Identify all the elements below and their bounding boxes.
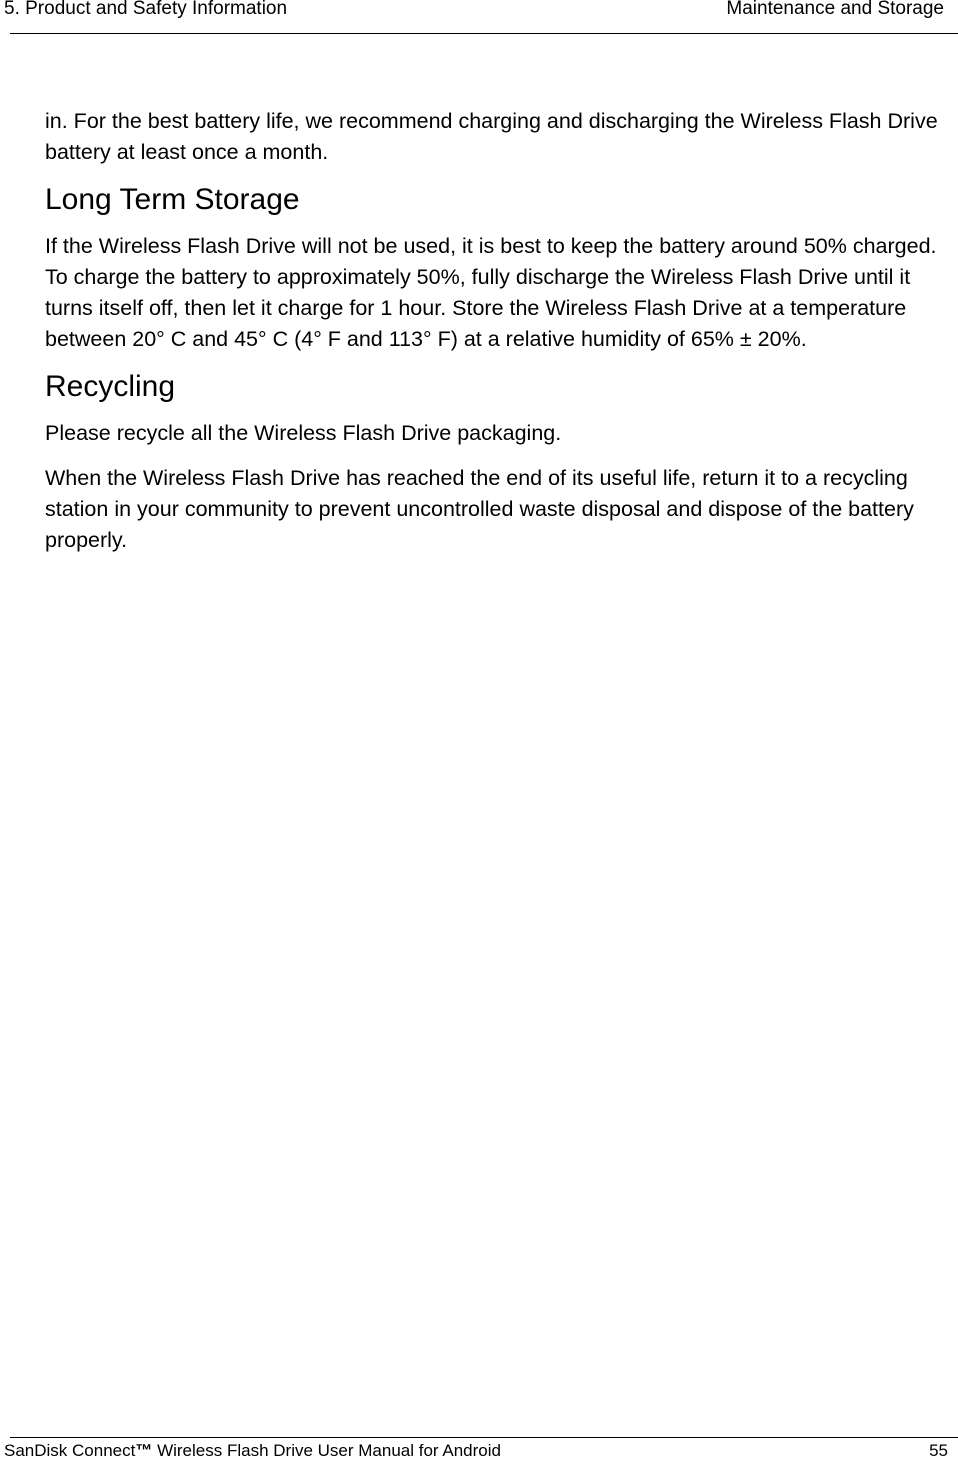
header-chapter-title: Maintenance and Storage: [726, 0, 944, 19]
page-header: [0, 0, 958, 34]
footer-product-name: SanDisk Connect: [4, 1441, 136, 1460]
footer-trademark: ™: [135, 1441, 153, 1460]
footer-manual-name: Wireless Flash Drive User Manual for Android: [152, 1441, 501, 1460]
header-section-title: 5. Product and Safety Information: [4, 0, 288, 19]
long-term-storage-heading: Long Term Storage: [45, 183, 300, 216]
page-number: 55: [929, 1441, 948, 1460]
footer-divider: [10, 1437, 958, 1438]
page-content: [45, 106, 955, 570]
recycling-packaging-paragraph: Please recycle all the Wireless Flash Drive packaging.: [45, 421, 562, 445]
page-footer: [0, 1437, 958, 1461]
recycling-heading: Recycling: [45, 370, 176, 403]
footer-manual-title: [4, 1441, 501, 1461]
header-divider: [10, 33, 958, 34]
long-term-storage-paragraph: If the Wireless Flash Drive will not be used, it is best to keep the battery around 50% charged. To charge the battery to approximately 50%, fully discharge the Wireless Flash Drive until it turns itself off, then let it charge for 1 hour. Store the Wireless Flash Drive at a temperature between 20° C and 45° C (4° F and 113° F) at a relative humidity of 65% ± 20%.: [45, 234, 937, 351]
intro-paragraph: in. For the best battery life, we recommend charging and discharging the Wireless Flash Drive battery at least once a month.: [45, 109, 938, 164]
recycling-disposal-paragraph: When the Wireless Flash Drive has reached the end of its useful life, return it to a recycling station in your community to prevent uncontrolled waste disposal and dispose of the battery properly.: [45, 466, 914, 552]
